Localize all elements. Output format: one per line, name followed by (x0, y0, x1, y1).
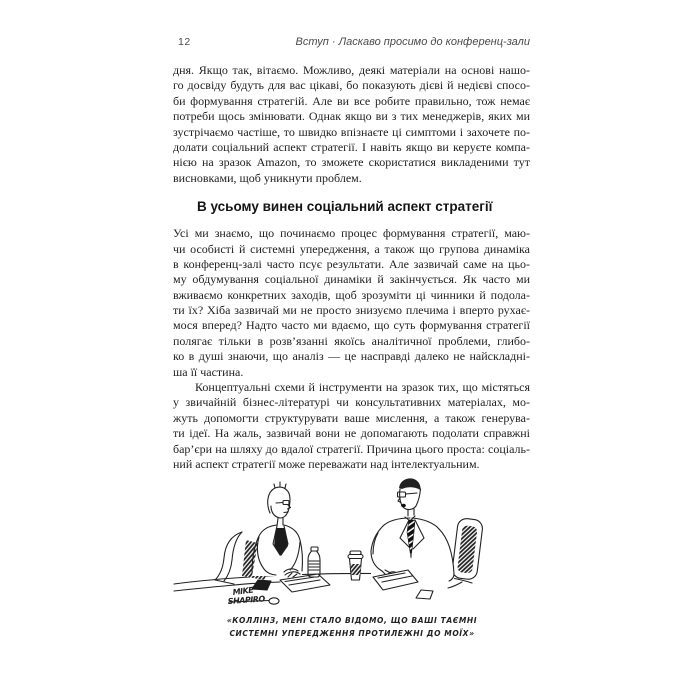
text-column (173, 63, 530, 640)
body-line: вживаємо конкретних заходів, щоб зрозуміти ці чинники й подола- (173, 287, 530, 302)
page-number: 12 (178, 36, 191, 48)
cartoon-caption (172, 615, 532, 640)
svg-text:MIKE: MIKE (232, 585, 254, 598)
body-line: чи особисті й системні упередження, а також що групова динаміка (173, 241, 530, 256)
body-line: ний аспект стратегії може переважати над інтелектуальним. (173, 456, 480, 471)
running-head: Вступ · Ласкаво просимо до конференц-зали (295, 36, 530, 48)
page-header (178, 36, 530, 48)
body-line: му обдумування соціальної динаміки й закінчується. Як часто ми (173, 272, 530, 287)
body-line: потреби щось змінювати. Однак якщо ви з тих менеджерів, яких ми (173, 109, 530, 124)
water-bottle (308, 547, 320, 577)
woman-figure (252, 482, 302, 577)
caption-line: «КОЛЛІНЗ, МЕНІ СТАЛО ВІДОМО, ЩО ВАШІ ТАЄМНІ (226, 616, 478, 626)
svg-text:SHAPIRO: SHAPIRO (227, 594, 266, 607)
body-line: ша її частина. (173, 364, 244, 379)
coffee-cup (348, 551, 363, 580)
body-line: мося вперед? Надто часто ми вдаємо, що суть формування стратегії (173, 318, 530, 333)
man-glasses-icon (398, 492, 406, 497)
body-line: би формування стратегій. Але ви все робите правильно, тож немає (173, 93, 530, 108)
body-line: дня. Якщо так, вітаємо. Можливо, деякі матеріали на основі нашо- (173, 63, 530, 77)
body-line: го досвіду будуть для вас цікаві, бо показують дієві й недієві спосо- (173, 78, 530, 93)
papers-left (280, 574, 330, 592)
body-line: жуть допомогти структурувати ваше мислення, а також генерува- (173, 410, 530, 425)
body-line: Концептуальні схеми й інструменти на зразок тих, що містяться (195, 380, 530, 395)
caption-line: СИСТЕМНІ УПЕРЕДЖЕННЯ ПРОТИЛЕЖНІ ДО МОЇХ» (229, 628, 475, 638)
man-figure (371, 479, 454, 582)
paragraph-1 (173, 63, 530, 186)
body-line: бар’єри на шляху до вдалої стратегії. Причина цього проста: соціаль- (173, 441, 530, 456)
man-mouth (401, 504, 406, 508)
body-line: зустрічаємо частіше, то швидко впізнаєте ці симптоми і захочете по- (173, 124, 530, 139)
table-object-right (416, 590, 433, 599)
paragraph-2 (173, 226, 530, 380)
woman-glasses-icon (283, 501, 289, 505)
body-line: нією на зразок Amazon, то зможете скористатися викладеними тут (173, 155, 530, 170)
cartoon-drawing (172, 476, 532, 610)
paragraph-3 (173, 380, 530, 472)
body-line: полягає тільки в розв’язанні якоїсь аналітичної проблеми, глибо- (173, 333, 530, 348)
body-line: висновками, щоб уникнути проблем. (173, 170, 362, 185)
woman-glasses-icon (276, 503, 283, 504)
cartoon-illustration (172, 476, 532, 640)
body-line: ти ідеї. На жаль, зазвичай вони не допомагають подолати справжні (173, 426, 530, 441)
section-heading: В усьому винен соціальний аспект стратегії (197, 199, 493, 215)
woman-neck (277, 518, 283, 526)
body-line: долати соціальний аспект стратегії. І навіть якщо ви керуєте компа- (173, 139, 530, 154)
table-object-left (252, 580, 271, 590)
body-line: в конференц-залі часто псує результати. Але зазвичай саме на цьо- (173, 256, 530, 271)
man-hair (399, 479, 421, 491)
body-line: ти їх? Хіба зазвичай ми не просто знизуємо плечима і вперто рухає- (173, 303, 530, 318)
body-line: у звичайній бізнес-літературі чи консультативних матеріалах, мо- (173, 395, 530, 410)
body-line: Усі ми знаємо, що починаємо процес формування стратегії, маю- (173, 226, 530, 241)
body-line: ко в душі знаючи, що аналіз — це насправді далеко не найскладні- (173, 349, 530, 364)
